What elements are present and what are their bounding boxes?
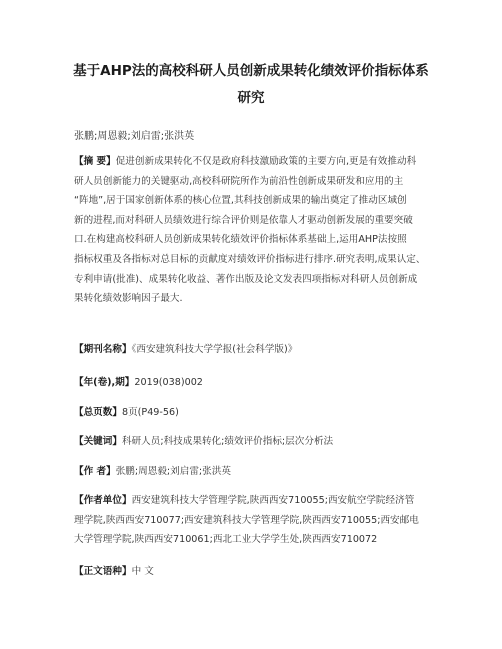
year-issue-field — [74, 373, 438, 393]
abstract-label: 【摘 要】 — [74, 156, 116, 167]
language-field — [74, 562, 438, 582]
keywords-label: 【关键词】 — [74, 436, 122, 447]
affiliation-field — [74, 491, 438, 550]
abstract-section — [74, 152, 438, 309]
abstract-line: 果转化绩效影响因子最大. — [74, 293, 183, 305]
journal-label: 【期刊名称】 — [74, 344, 132, 355]
keywords-field — [74, 432, 438, 452]
author-field — [74, 462, 438, 482]
author-field-label: 【作 者】 — [74, 466, 116, 477]
author-field-value: 张鹏;周恩毅;刘启雷;张洪英 — [115, 466, 231, 477]
paper-title-line-2: 研究 — [237, 90, 265, 106]
paper-title — [50, 58, 452, 112]
abstract-line: 促进创新成果转化不仅是政府科技激励政策的主要方向,更是有效推动科 — [115, 156, 417, 167]
abstract-line: 口.在构建高校科研人员创新成果转化绩效评价指标体系基础上,运用AHP法按照 — [74, 234, 407, 246]
page-count-field — [74, 403, 438, 423]
year-issue-value: 2019(038)002 — [134, 377, 203, 388]
abstract-line: 指标权重及各指标对总目标的贡献度对绩效评价指标进行排序.研究表明,成果认定、 — [74, 253, 426, 265]
abstract-line: “阵地”,居于国家创新体系的核心位置,其科技创新成果的输出奠定了推动区域创 — [74, 195, 407, 207]
affiliation-label: 【作者单位】 — [74, 495, 132, 506]
author-list: 张鹏;周恩毅;刘启雷;张洪英 — [74, 131, 195, 142]
language-label: 【正文语种】 — [74, 566, 132, 577]
language-value: 中 文 — [131, 566, 154, 577]
abstract-line: 研人员创新能力的关键驱动,高校科研院所作为前沿性创新成果研发和应用的主 — [74, 175, 404, 187]
keywords-value: 科研人员;科技成果转化;绩效评价指标;层次分析法 — [121, 436, 334, 447]
abstract-line: 新的进程,而对科研人员绩效进行综合评价则是依靠人才驱动创新发展的重要突破 — [74, 214, 413, 226]
journal-value: 《西安建筑科技大学学报(社会科学版)》 — [131, 344, 298, 355]
abstract-line: 专利申请(批准)、成果转化收益、著作出版及论文发表四项指标对科研人员创新成 — [74, 273, 418, 285]
year-issue-label: 【年(卷),期】 — [74, 377, 135, 388]
paper-title-line-1: 基于AHP法的高校科研人员创新成果转化绩效评价指标体系 — [73, 63, 429, 79]
page-count-label: 【总页数】 — [74, 407, 122, 418]
page-count-value: 8页(P49-56) — [121, 407, 179, 418]
affiliation-line: 理学院,陕西西安710077;西安建筑科技大学管理学院,陕西西安710055;西安邮电 — [74, 514, 419, 526]
affiliation-line: 大学管理学院,陕西西安710061;西北工业大学学生处,陕西西安710072 — [74, 534, 378, 546]
journal-field — [74, 340, 438, 360]
affiliation-line: 西安建筑科技大学管理学院,陕西西安710055;西安航空学院经济管 — [131, 495, 415, 506]
